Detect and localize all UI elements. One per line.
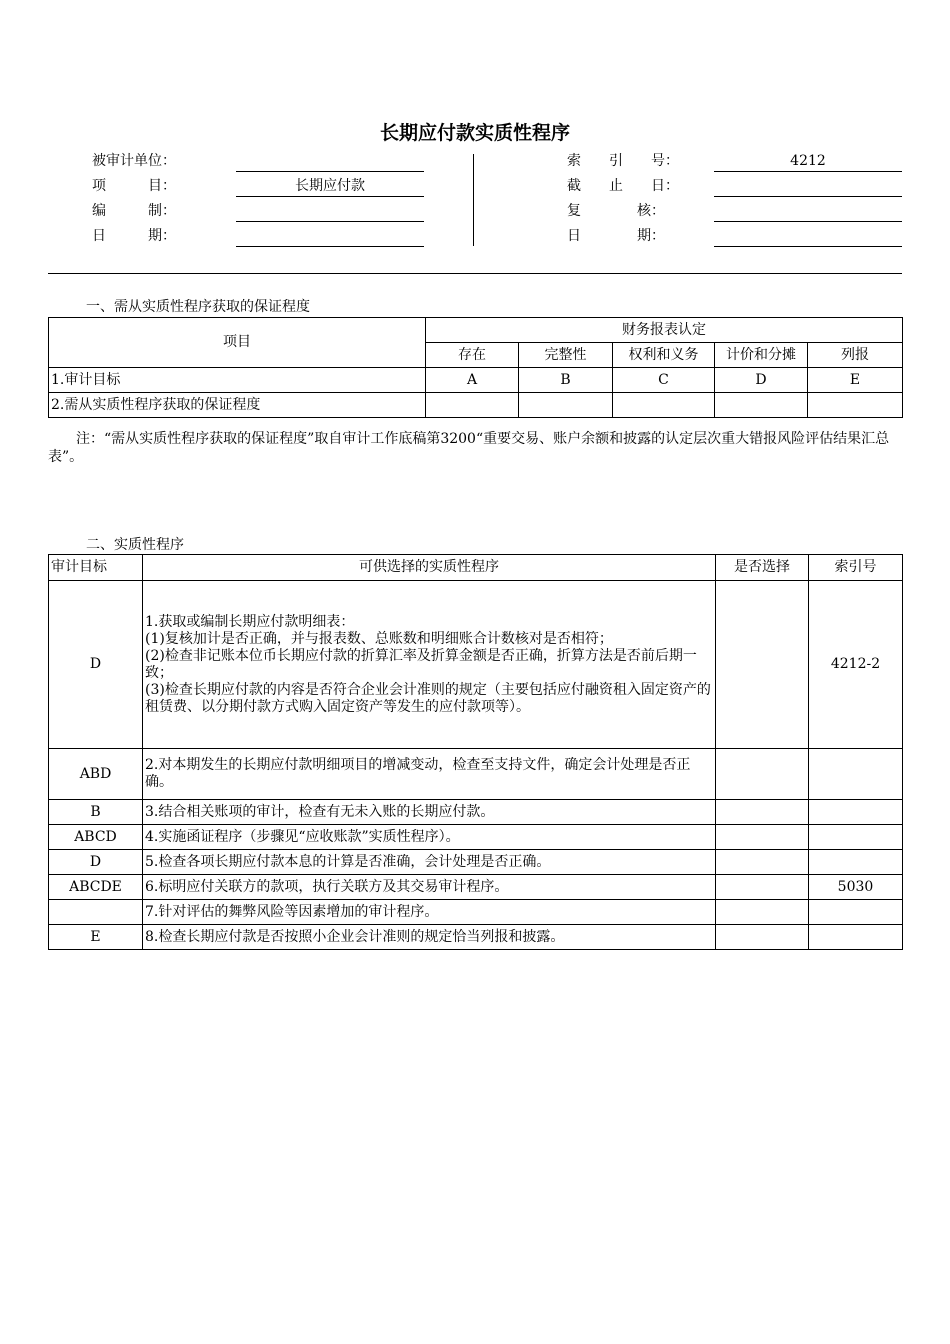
index-cell[interactable]	[809, 749, 903, 800]
cell[interactable]: B	[519, 368, 613, 393]
cell[interactable]	[808, 393, 903, 418]
section2-heading: 二、实质性程序	[86, 537, 184, 553]
date-label-left: 日 期：	[92, 228, 176, 244]
cell[interactable]	[715, 393, 808, 418]
selected-cell[interactable]	[716, 800, 809, 825]
table-row	[49, 800, 903, 825]
procedure-text: 2.对本期发生的长期应付款明细项目的增减变动，检查至支持文件，确定会计处理是否正确。	[143, 749, 716, 800]
col-valuation: 计价和分摊	[715, 343, 808, 368]
cell[interactable]: C	[613, 368, 715, 393]
project-label: 项 目：	[92, 178, 176, 194]
cell[interactable]	[426, 393, 519, 418]
row-label: 2.需从实质性程序获取的保证程度	[49, 393, 426, 418]
audit-target: ABD	[49, 749, 143, 800]
header-rule	[48, 273, 902, 274]
table-row	[49, 925, 903, 950]
row-label: 1.审计目标	[49, 368, 426, 393]
procedure-text: 8.检查长期应付款是否按照小企业会计准则的规定恰当列报和披露。	[143, 925, 716, 950]
col-presentation: 列报	[808, 343, 903, 368]
table-row	[49, 368, 903, 393]
project-field[interactable]: 长期应付款	[236, 176, 424, 197]
index-cell[interactable]: 4212-2	[809, 581, 903, 749]
audit-target: D	[49, 850, 143, 875]
auditee-label: 被审计单位：	[92, 153, 176, 169]
audit-target: E	[49, 925, 143, 950]
index-cell[interactable]: 5030	[809, 875, 903, 900]
table-row	[49, 749, 903, 800]
cell[interactable]	[613, 393, 715, 418]
header-divider	[473, 154, 474, 246]
procedure-text: 1.获取或编制长期应付款明细表： (1)复核加计是否正确，并与报表数、总账数和明细账合计数核对是否相符； (2)检查非记账本位币长期应付款的折算汇率及折算金额是否正确，折算方法是否前后期一致； (3)检查长期应付款的内容是否符合企业会计准则的规定（主要包括应付融资租入固定资产的租赁费、以分期付款方式购入固定资产等发生的应付款项等）。	[143, 581, 716, 749]
selected-cell[interactable]	[716, 850, 809, 875]
selected-cell[interactable]	[716, 825, 809, 850]
table-row	[49, 393, 903, 418]
audit-target: D	[49, 581, 143, 749]
index-cell[interactable]	[809, 925, 903, 950]
audit-target	[49, 900, 143, 925]
preparer-field[interactable]	[236, 201, 424, 222]
assertion-group-header: 财务报表认定	[426, 318, 903, 343]
procedure-text: 4.实施函证程序（步骤见“应收账款”实质性程序）。	[143, 825, 716, 850]
date-field-left[interactable]	[236, 226, 424, 247]
assurance-table	[48, 317, 903, 418]
table-row	[49, 850, 903, 875]
date-label-right: 日 期：	[567, 228, 665, 244]
index-label: 索 引 号：	[567, 153, 679, 169]
audit-target: ABCDE	[49, 875, 143, 900]
audit-target: B	[49, 800, 143, 825]
col-existence: 存在	[426, 343, 519, 368]
procedures-table	[48, 554, 903, 950]
selected-cell[interactable]	[716, 581, 809, 749]
procedure-text: 6.标明应付关联方的款项，执行关联方及其交易审计程序。	[143, 875, 716, 900]
index-cell[interactable]	[809, 800, 903, 825]
reviewer-field[interactable]	[714, 201, 902, 222]
table-row	[49, 900, 903, 925]
table-row	[49, 825, 903, 850]
index-cell[interactable]	[809, 825, 903, 850]
selected-cell[interactable]	[716, 749, 809, 800]
reviewer-label: 复 核：	[567, 203, 665, 219]
col-selected: 是否选择	[716, 555, 809, 581]
index-cell[interactable]	[809, 900, 903, 925]
procedure-text: 3.结合相关账项的审计，检查有无未入账的长期应付款。	[143, 800, 716, 825]
cell[interactable]	[519, 393, 613, 418]
cutoff-label: 截 止 日：	[567, 178, 679, 194]
table-row	[49, 875, 903, 900]
cell[interactable]: A	[426, 368, 519, 393]
procedure-text: 5.检查各项长期应付款本息的计算是否准确，会计处理是否正确。	[143, 850, 716, 875]
col-completeness: 完整性	[519, 343, 613, 368]
selected-cell[interactable]	[716, 900, 809, 925]
col-procedure: 可供选择的实质性程序	[143, 555, 716, 581]
cutoff-field[interactable]	[714, 176, 902, 197]
section1-heading: 一、需从实质性程序获取的保证程度	[86, 299, 310, 315]
auditee-field[interactable]	[236, 151, 424, 172]
preparer-label: 编 制：	[92, 203, 176, 219]
col-audit-target: 审计目标	[49, 555, 143, 581]
cell[interactable]: D	[715, 368, 808, 393]
table-row	[49, 581, 903, 749]
audit-target: ABCD	[49, 825, 143, 850]
page-title: 长期应付款实质性程序	[379, 122, 570, 144]
procedure-text: 7.针对评估的舞弊风险等因素增加的审计程序。	[143, 900, 716, 925]
selected-cell[interactable]	[716, 875, 809, 900]
col-rights: 权利和义务	[613, 343, 715, 368]
selected-cell[interactable]	[716, 925, 809, 950]
item-header: 项目	[49, 318, 426, 368]
index-field[interactable]: 4212	[714, 151, 902, 172]
section1-note: 注：“需从实质性程序获取的保证程度”取自审计工作底稿第3200“重要交易、账户余额和披露的认定层次重大错报风险评估结果汇总表”。	[48, 431, 890, 465]
cell[interactable]: E	[808, 368, 903, 393]
index-cell[interactable]	[809, 850, 903, 875]
col-index: 索引号	[809, 555, 903, 581]
date-field-right[interactable]	[714, 226, 902, 247]
